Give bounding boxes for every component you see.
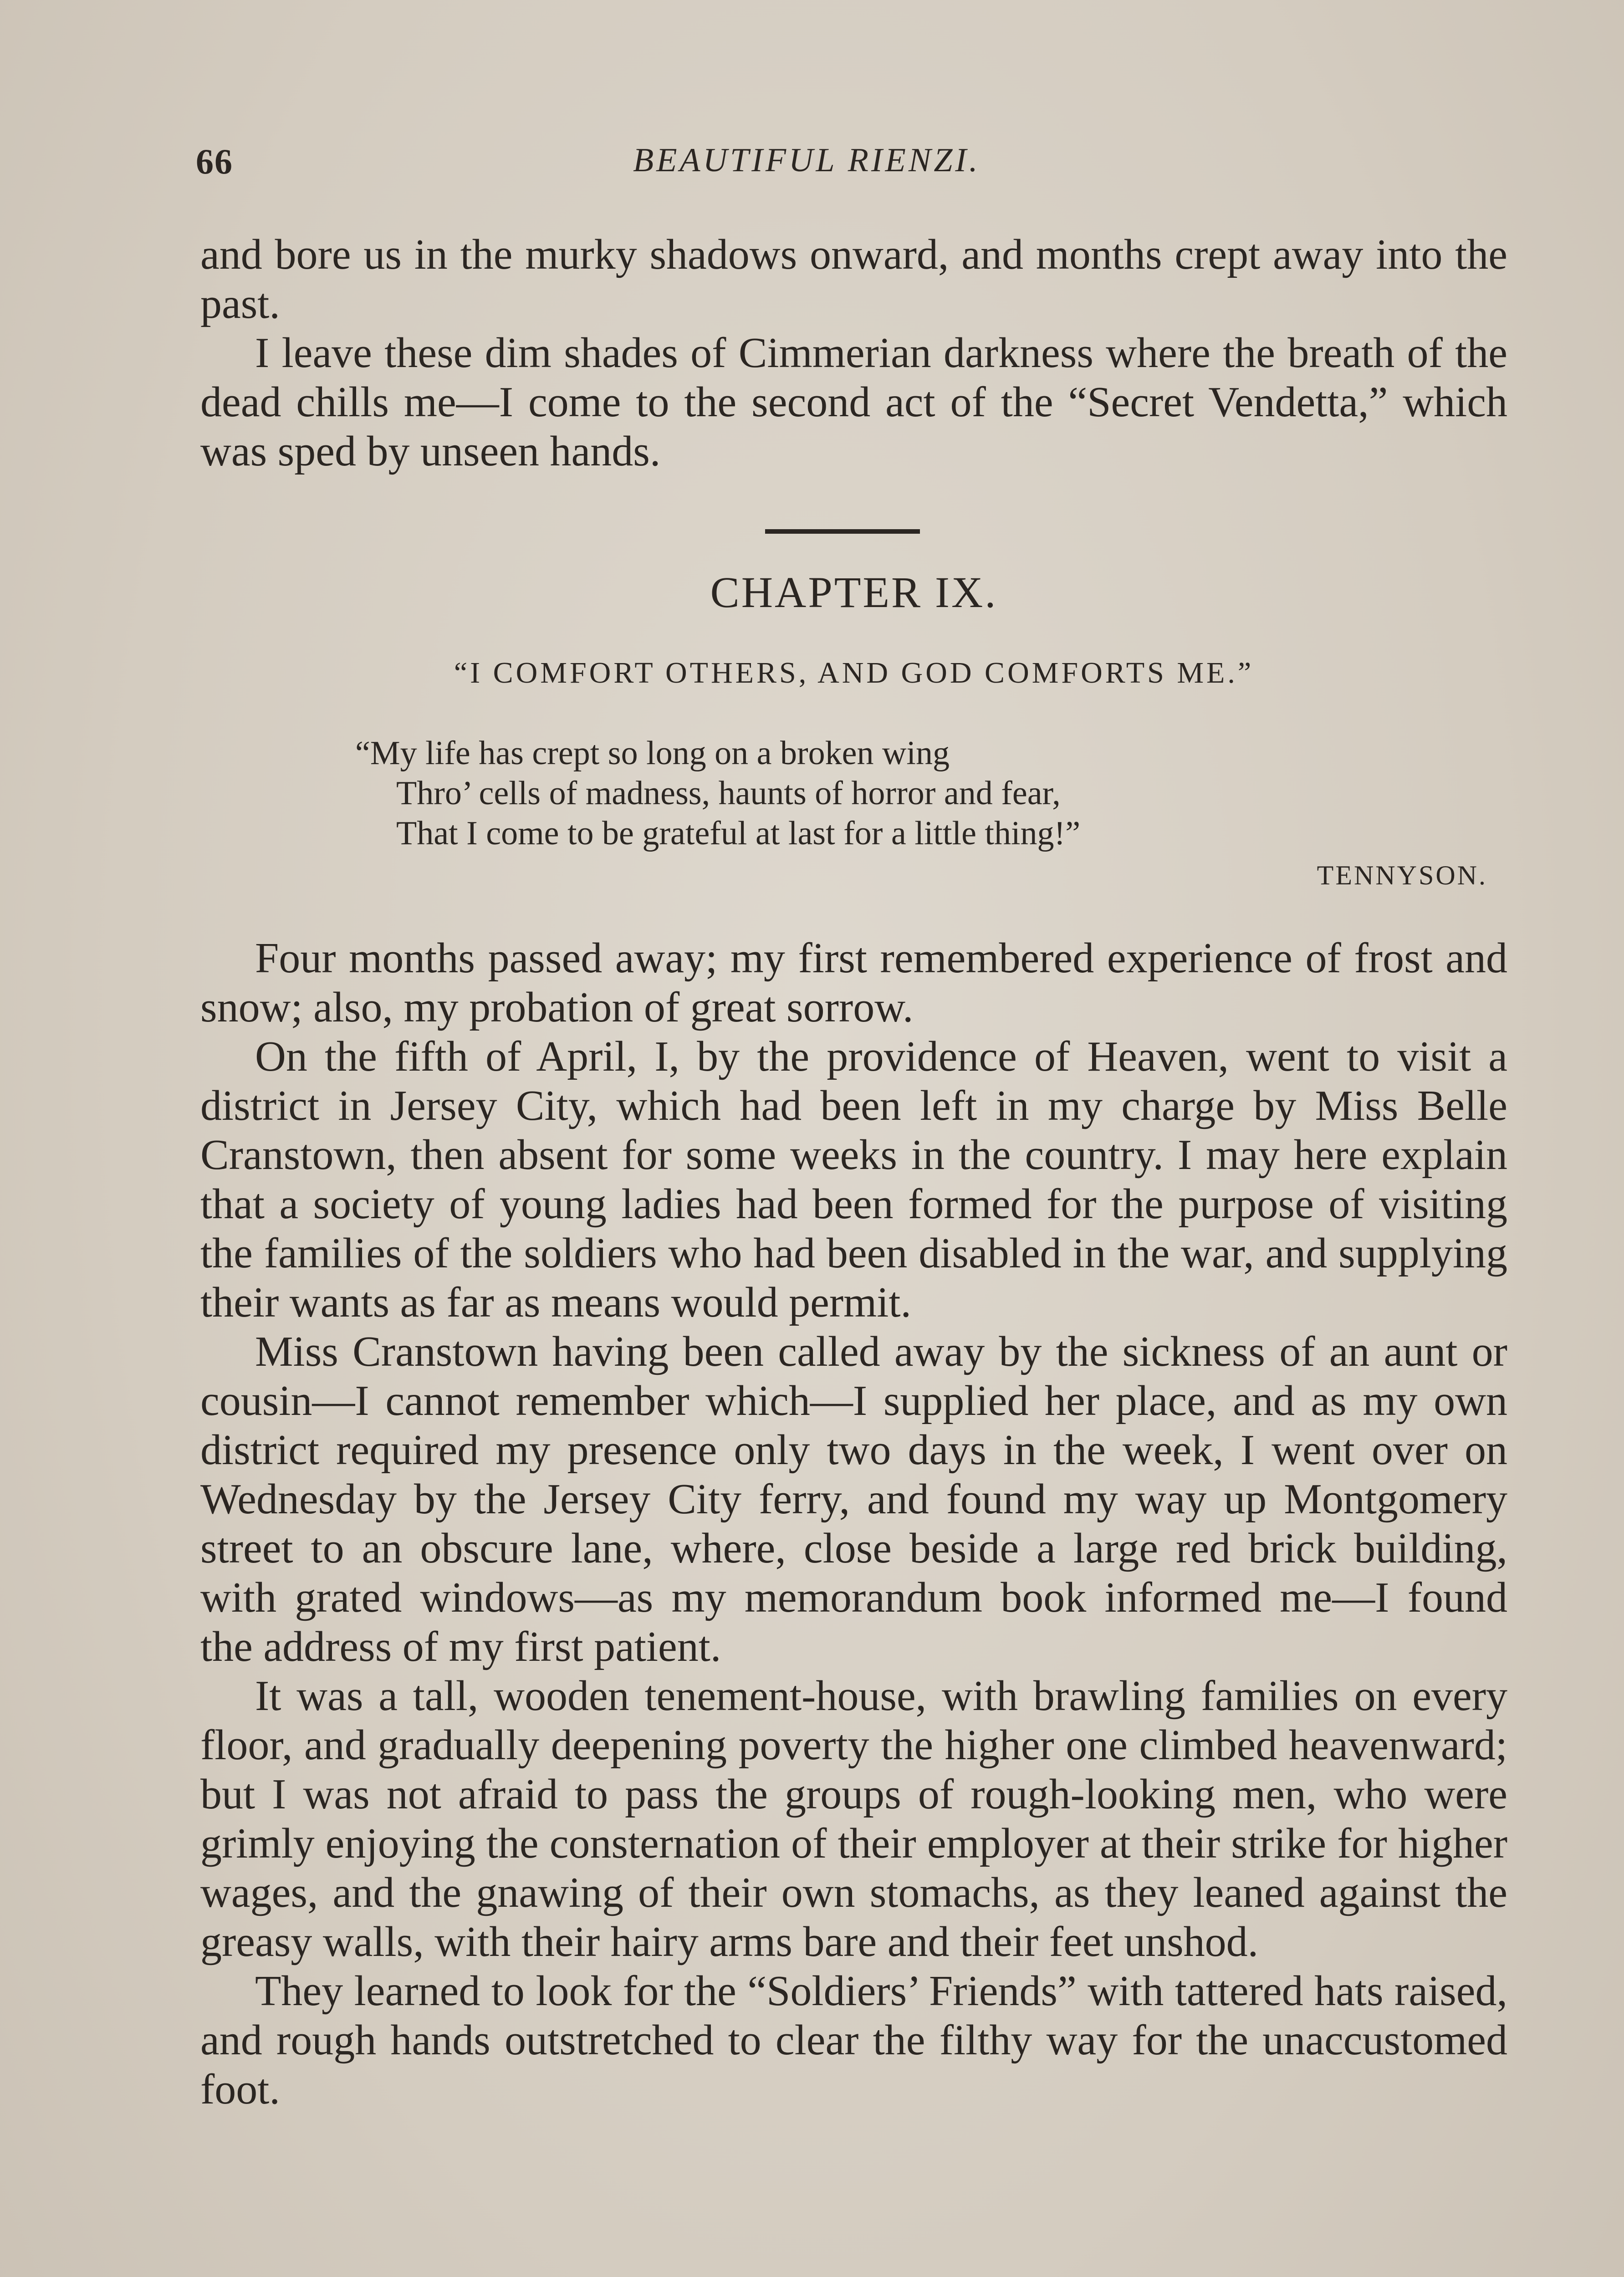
epigraph-line: “My life has crept so long on a broken wing <box>355 735 950 772</box>
chapter-title: “I COMFORT OTHERS, AND GOD COMFORTS ME.” <box>454 656 1254 689</box>
section-divider <box>765 529 920 534</box>
running-head <box>196 141 1512 191</box>
body-paragraph: Four months passed away; my first remembered experience of frost and snow; also, my probation of great sorrow. <box>200 934 1507 1031</box>
running-title: BEAUTIFUL RIENZI. <box>633 142 981 179</box>
opening-text <box>200 230 1507 476</box>
epigraph-line: Thro’ cells of madness, haunts of horror and fear, <box>396 775 1061 812</box>
opening-paragraph: and bore us in the murky shadows onward, and months crept away into the past. <box>200 231 1507 327</box>
opening-paragraph: I leave these dim shades of Cimmerian darkness where the breath of the dead chills me—I come to the second act of the “Secret Vendetta,” which was sped by unseen hands. <box>200 329 1507 475</box>
chapter-number: CHAPTER IX. <box>710 568 998 617</box>
chapter-body <box>200 934 1507 2114</box>
body-paragraph: Miss Cranstown having been called away by the sickness of an aunt or cousin—I cannot remember which—I supplied her place, and as my own district required my presence only two days in the week, I went over on Wednesday by the Jersey City ferry, and found my way up Montgomery street to an obscure lane, where, close beside a large red brick building, with grated windows—as my memorandum book informed me—I found the address of my first patient. <box>200 1328 1507 1670</box>
page-number: 66 <box>196 142 233 181</box>
body-paragraph: They learned to look for the “Soldiers’ Friends” with tattered hats raised, and rough hands outstretched to clear the filthy way for the unaccustomed foot. <box>200 1967 1507 2113</box>
body-paragraph: It was a tall, wooden tenement-house, with brawling families on every floor, and gradually deepening poverty the higher one climbed heavenward; but I was not afraid to pass the groups of rough-looking men, who were grimly enjoying the consternation of their employer at their strike for higher wages, and the gnawing of their own stomachs, as they leaned against the greasy walls, with their hairy arms bare and their feet unshod. <box>200 1672 1507 1966</box>
epigraph-attribution: TENNYSON. <box>1317 860 1487 890</box>
epigraph <box>355 733 1485 853</box>
epigraph-line: That I come to be grateful at last for a little thing!” <box>396 815 1081 852</box>
body-paragraph: On the fifth of April, I, by the providence of Heaven, went to visit a district in Jersey City, which had been left in my charge by Miss Belle Cranstown, then absent for some weeks in the country. I may here explain that a society of young ladies had been formed for the purpose of visiting the families of the soldiers who had been disabled in the war, and supplying their wants as far as means would permit. <box>200 1033 1507 1326</box>
